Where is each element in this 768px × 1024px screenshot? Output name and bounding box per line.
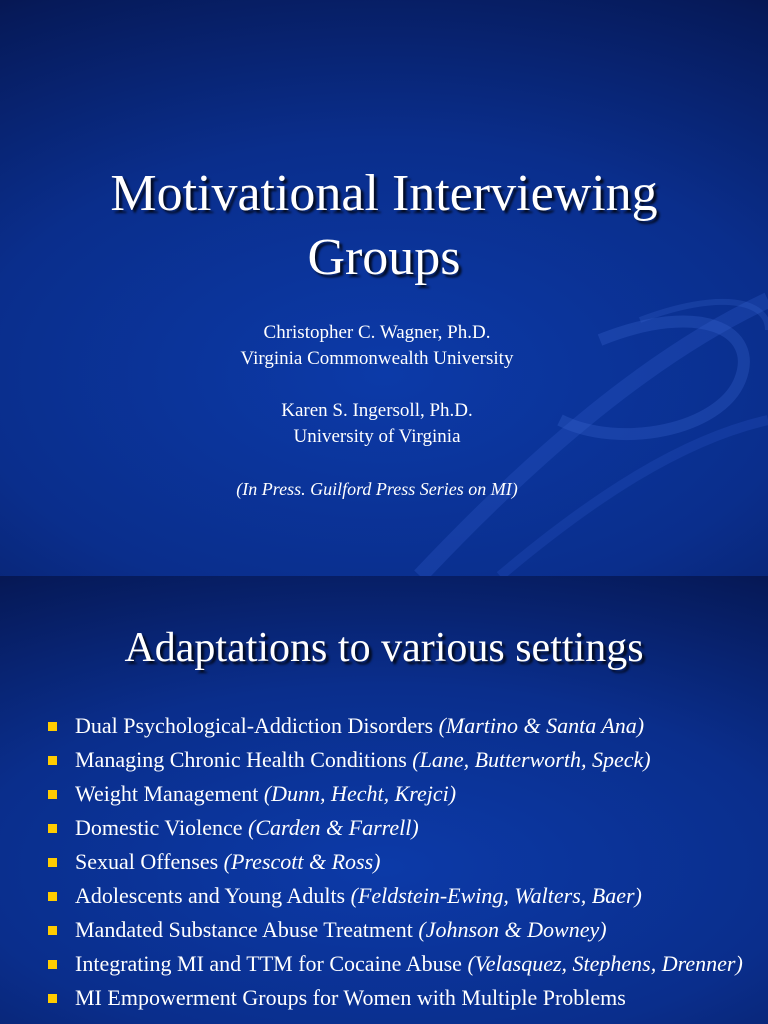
- bullet-square-icon: [48, 790, 57, 799]
- bullet-citation: (Johnson & Downey): [418, 917, 607, 942]
- bullet-topic: Weight Management: [75, 781, 259, 806]
- bullet-citation: (Martino & Santa Ana): [438, 713, 645, 738]
- list-item: [46, 880, 746, 911]
- press-note: (In Press. Guilford Press Series on MI): [236, 479, 518, 499]
- slide-title-heading: [0, 162, 768, 290]
- bullet-square-icon: [48, 994, 57, 1003]
- bullet-topic: MI Empowerment Groups for Women with Multiple Problems: [75, 985, 626, 1010]
- bullet-topic: Dual Psychological-Addiction Disorders: [75, 713, 434, 738]
- author-1-name: Christopher C. Wagner, Ph.D.: [263, 322, 491, 343]
- adaptations-list: [46, 710, 746, 1016]
- bullet-topic: Mandated Substance Abuse Treatment: [75, 917, 413, 942]
- slide-2-title: Adaptations to various settings: [124, 625, 644, 671]
- author-2-affiliation: University of Virginia: [293, 426, 461, 447]
- list-item: [46, 778, 746, 809]
- title-line-1: Motivational Interviewing: [110, 165, 658, 222]
- bullet-citation: (Velasquez, Stephens, Drenner): [467, 951, 743, 976]
- bullet-square-icon: [48, 960, 57, 969]
- list-item: [46, 744, 746, 775]
- list-item: [46, 846, 746, 877]
- list-item: [46, 948, 746, 979]
- list-item: [46, 710, 746, 741]
- author-spacer: [0, 372, 754, 398]
- bullet-topic: Sexual Offenses: [75, 849, 219, 874]
- bullet-citation: (Feldstein-Ewing, Walters, Baer): [350, 883, 642, 908]
- author-block: [0, 320, 754, 502]
- bullet-citation: (Prescott & Ross): [223, 849, 381, 874]
- press-spacer: [0, 450, 754, 476]
- bullet-square-icon: [48, 824, 57, 833]
- bullet-square-icon: [48, 926, 57, 935]
- list-item: [46, 982, 746, 1013]
- list-item: [46, 812, 746, 843]
- bullet-topic: Managing Chronic Health Conditions: [75, 747, 407, 772]
- bullet-square-icon: [48, 858, 57, 867]
- bullet-topic: Integrating MI and TTM for Cocaine Abuse: [75, 951, 462, 976]
- list-item: [46, 914, 746, 945]
- author-1-affiliation: Virginia Commonwealth University: [240, 348, 514, 369]
- title-line-2: Groups: [307, 229, 461, 286]
- bullet-square-icon: [48, 722, 57, 731]
- bullet-topic: Adolescents and Young Adults: [75, 883, 346, 908]
- bullet-citation: (Dunn, Hecht, Krejci): [263, 781, 457, 806]
- bullet-square-icon: [48, 756, 57, 765]
- bullet-topic: Domestic Violence: [75, 815, 243, 840]
- bullet-square-icon: [48, 892, 57, 901]
- bullet-citation: (Lane, Butterworth, Speck): [412, 747, 651, 772]
- bullet-citation: (Carden & Farrell): [248, 815, 419, 840]
- author-2-name: Karen S. Ingersoll, Ph.D.: [281, 400, 473, 421]
